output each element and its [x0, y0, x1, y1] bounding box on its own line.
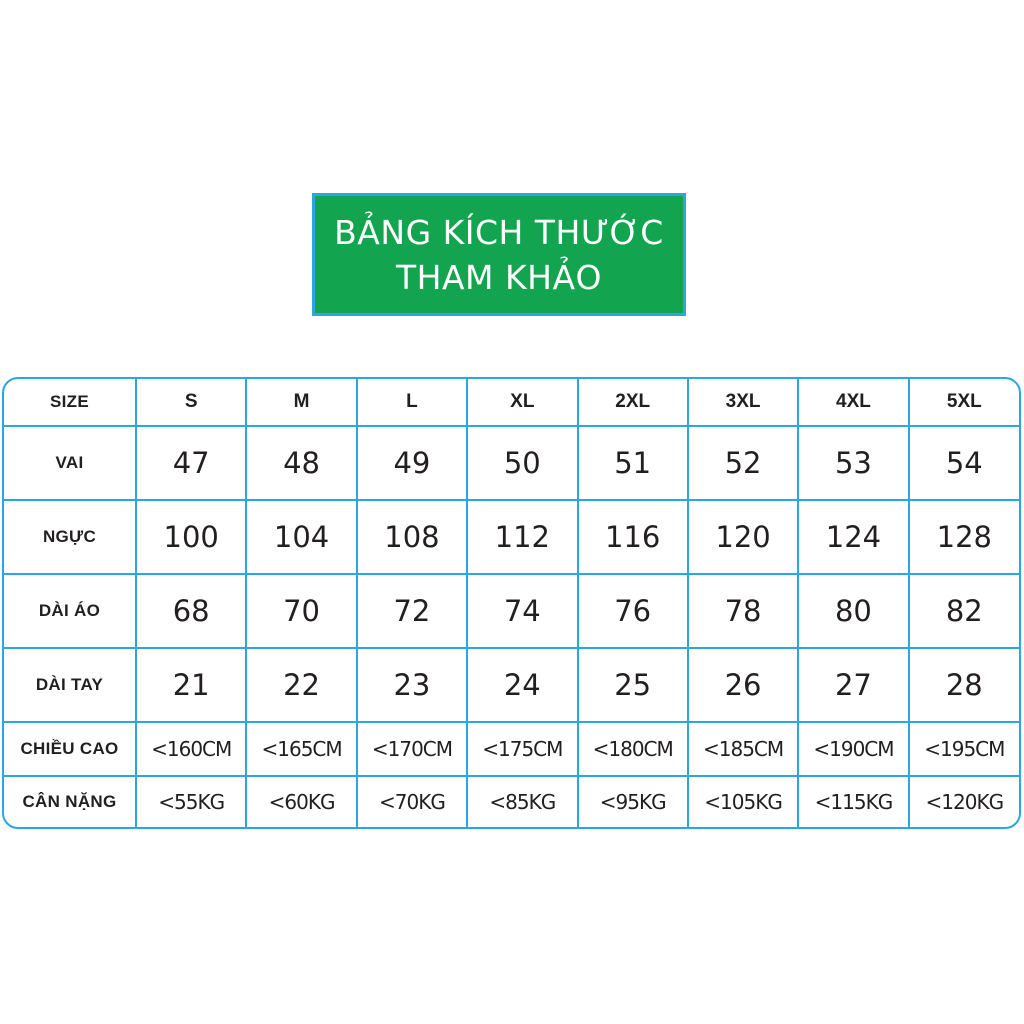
value-cell: 25 — [578, 648, 688, 722]
value-cell: 24 — [467, 648, 577, 722]
value-cell: <70KG — [357, 776, 467, 827]
value-cell: <190CM — [798, 722, 908, 775]
value-cell: 128 — [909, 500, 1019, 574]
value-cell: <115KG — [798, 776, 908, 827]
table-header-row — [4, 379, 1019, 426]
size-header-cell: 5XL — [909, 379, 1019, 426]
value-cell: 51 — [578, 426, 688, 500]
value-cell: 47 — [136, 426, 246, 500]
size-header-cell: 4XL — [798, 379, 908, 426]
value-cell: 21 — [136, 648, 246, 722]
size-header-cell: M — [246, 379, 356, 426]
value-cell: <95KG — [578, 776, 688, 827]
value-cell: 68 — [136, 574, 246, 648]
value-cell: 70 — [246, 574, 356, 648]
value-cell: 49 — [357, 426, 467, 500]
value-cell: <105KG — [688, 776, 798, 827]
value-cell: 74 — [467, 574, 577, 648]
value-cell: 108 — [357, 500, 467, 574]
value-cell: <175CM — [467, 722, 577, 775]
value-cell: 22 — [246, 648, 356, 722]
size-header-cell: 2XL — [578, 379, 688, 426]
table-row — [4, 722, 1019, 775]
row-label-cell: CHIỀU CAO — [4, 722, 136, 775]
value-cell: 54 — [909, 426, 1019, 500]
value-cell: 50 — [467, 426, 577, 500]
title-line-2: THAM KHẢO — [395, 257, 602, 297]
size-table — [4, 379, 1019, 827]
table-row — [4, 776, 1019, 827]
title-line-1: BẢNG KÍCH THƯỚC — [334, 212, 664, 252]
value-cell: 104 — [246, 500, 356, 574]
value-cell: 116 — [578, 500, 688, 574]
value-cell: <120KG — [909, 776, 1019, 827]
value-cell: 100 — [136, 500, 246, 574]
value-cell: 52 — [688, 426, 798, 500]
table-row — [4, 426, 1019, 500]
value-cell: <160CM — [136, 722, 246, 775]
value-cell: 82 — [909, 574, 1019, 648]
size-header-cell: S — [136, 379, 246, 426]
value-cell: 76 — [578, 574, 688, 648]
value-cell: 78 — [688, 574, 798, 648]
value-cell: <60KG — [246, 776, 356, 827]
value-cell: 120 — [688, 500, 798, 574]
size-table-body — [4, 379, 1019, 827]
value-cell: 28 — [909, 648, 1019, 722]
value-cell: <55KG — [136, 776, 246, 827]
value-cell: 53 — [798, 426, 908, 500]
table-row — [4, 648, 1019, 722]
size-header-cell: 3XL — [688, 379, 798, 426]
row-label-cell: DÀI TAY — [4, 648, 136, 722]
value-cell: 80 — [798, 574, 908, 648]
value-cell: 124 — [798, 500, 908, 574]
value-cell: 27 — [798, 648, 908, 722]
title-banner — [312, 193, 686, 316]
size-table-frame — [2, 377, 1021, 829]
value-cell: <195CM — [909, 722, 1019, 775]
table-row — [4, 574, 1019, 648]
value-cell: <165CM — [246, 722, 356, 775]
value-cell: 112 — [467, 500, 577, 574]
row-label-cell: VAI — [4, 426, 136, 500]
size-header-cell: L — [357, 379, 467, 426]
row-label-cell: NGỰC — [4, 500, 136, 574]
value-cell: <170CM — [357, 722, 467, 775]
row-label-cell: CÂN NẶNG — [4, 776, 136, 827]
value-cell: <85KG — [467, 776, 577, 827]
table-row — [4, 500, 1019, 574]
value-cell: <180CM — [578, 722, 688, 775]
value-cell: 23 — [357, 648, 467, 722]
value-cell: 48 — [246, 426, 356, 500]
value-cell: <185CM — [688, 722, 798, 775]
value-cell: 72 — [357, 574, 467, 648]
row-label-cell: DÀI ÁO — [4, 574, 136, 648]
header-label-cell: SIZE — [4, 379, 136, 426]
value-cell: 26 — [688, 648, 798, 722]
size-header-cell: XL — [467, 379, 577, 426]
